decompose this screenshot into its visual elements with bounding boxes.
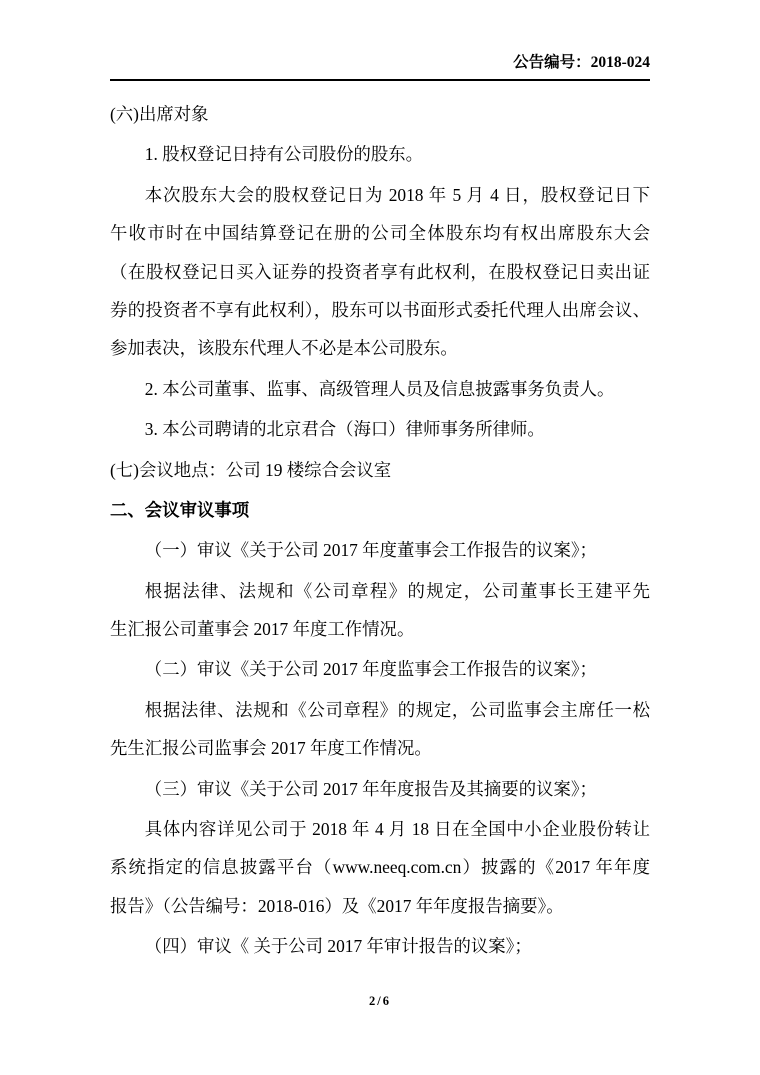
paragraph-attendee-item-3 [110,410,650,448]
text-line: 参加表决，该股东代理人不必是本公司股东。 [110,338,458,359]
text-line: 报告》（公告编号：2018-016）及《2017 年年度报告摘要》。 [110,895,564,916]
paragraph-proposal-3 [110,770,650,808]
text-line: （二）审议《关于公司 2017 年度监事会工作报告的议案》； [144,659,597,680]
paragraph-section-7-location [110,451,650,489]
paragraph-proposal-1-detail [110,572,650,649]
text-line: （三）审议《关于公司 2017 年年度报告及其摘要的议案》； [144,778,597,799]
text-line: 具体内容详见公司于 2018 年 4 月 18 日在全国中小企业股份转让 [144,819,650,840]
text-line: (七)会议地点：公司 19 楼综合会议室 [110,459,392,480]
document-content [110,0,650,968]
paragraph-proposal-2 [110,650,650,688]
text-line: 本次股东大会的股权登记日为 2018 年 5 月 4 日，股权登记日下 [144,184,650,205]
heading-review-matters [110,491,650,529]
paragraph-proposal-2-detail [110,691,650,768]
text-line: 根据法律、法规和《公司章程》的规定，公司董事长王建平先 [144,580,650,601]
text-line: (六)出席对象 [110,104,209,124]
paragraph-record-date [110,176,650,368]
paragraph-proposal-4 [110,927,650,965]
text-line: 先生汇报公司监事会 2017 年度工作情况。 [110,738,432,759]
paragraph-attendee-item-2 [110,370,650,408]
text-line: 根据法律、法规和《公司章程》的规定，公司监事会主席任一松 [144,699,650,720]
announcement-number: 公告编号：2018-024 [513,54,650,71]
text-line: （在股权登记日买入证券的投资者享有此权利，在股权登记日卖出证 [110,261,650,282]
document-body [110,95,650,966]
text-line: 券的投资者不享有此权利），股东可以书面形式委托代理人出席会议、 [110,299,650,320]
paragraph-proposal-1 [110,531,650,569]
page-footer [0,994,760,1009]
paragraph-section-6-title [110,95,650,133]
text-line: 系统指定的信息披露平台（www.neeq.com.cn）披露的《2017 年年度 [110,857,650,878]
text-line: 3. 本公司聘请的北京君合（海口）律师事务所律师。 [144,419,545,440]
text-line: 2. 本公司董事、监事、高级管理人员及信息披露事务负责人。 [144,378,615,399]
text-line: 生汇报公司董事会 2017 年度工作情况。 [110,619,415,640]
section-heading: 二、会议审议事项 [110,499,250,520]
text-line: （一）审议《关于公司 2017 年度董事会工作报告的议案》； [144,540,597,561]
page-number: 2/6 [369,994,391,1008]
document-header [110,53,650,81]
text-line: （四）审议《 关于公司 2017 年审计报告的议案》； [144,936,532,957]
paragraph-proposal-3-detail [110,810,650,925]
text-line: 午收市时在中国结算登记在册的公司全体股东均有权出席股东大会 [110,223,650,244]
text-line: 1. 股权登记日持有公司股份的股东。 [144,144,424,165]
paragraph-attendee-item-1 [110,135,650,173]
